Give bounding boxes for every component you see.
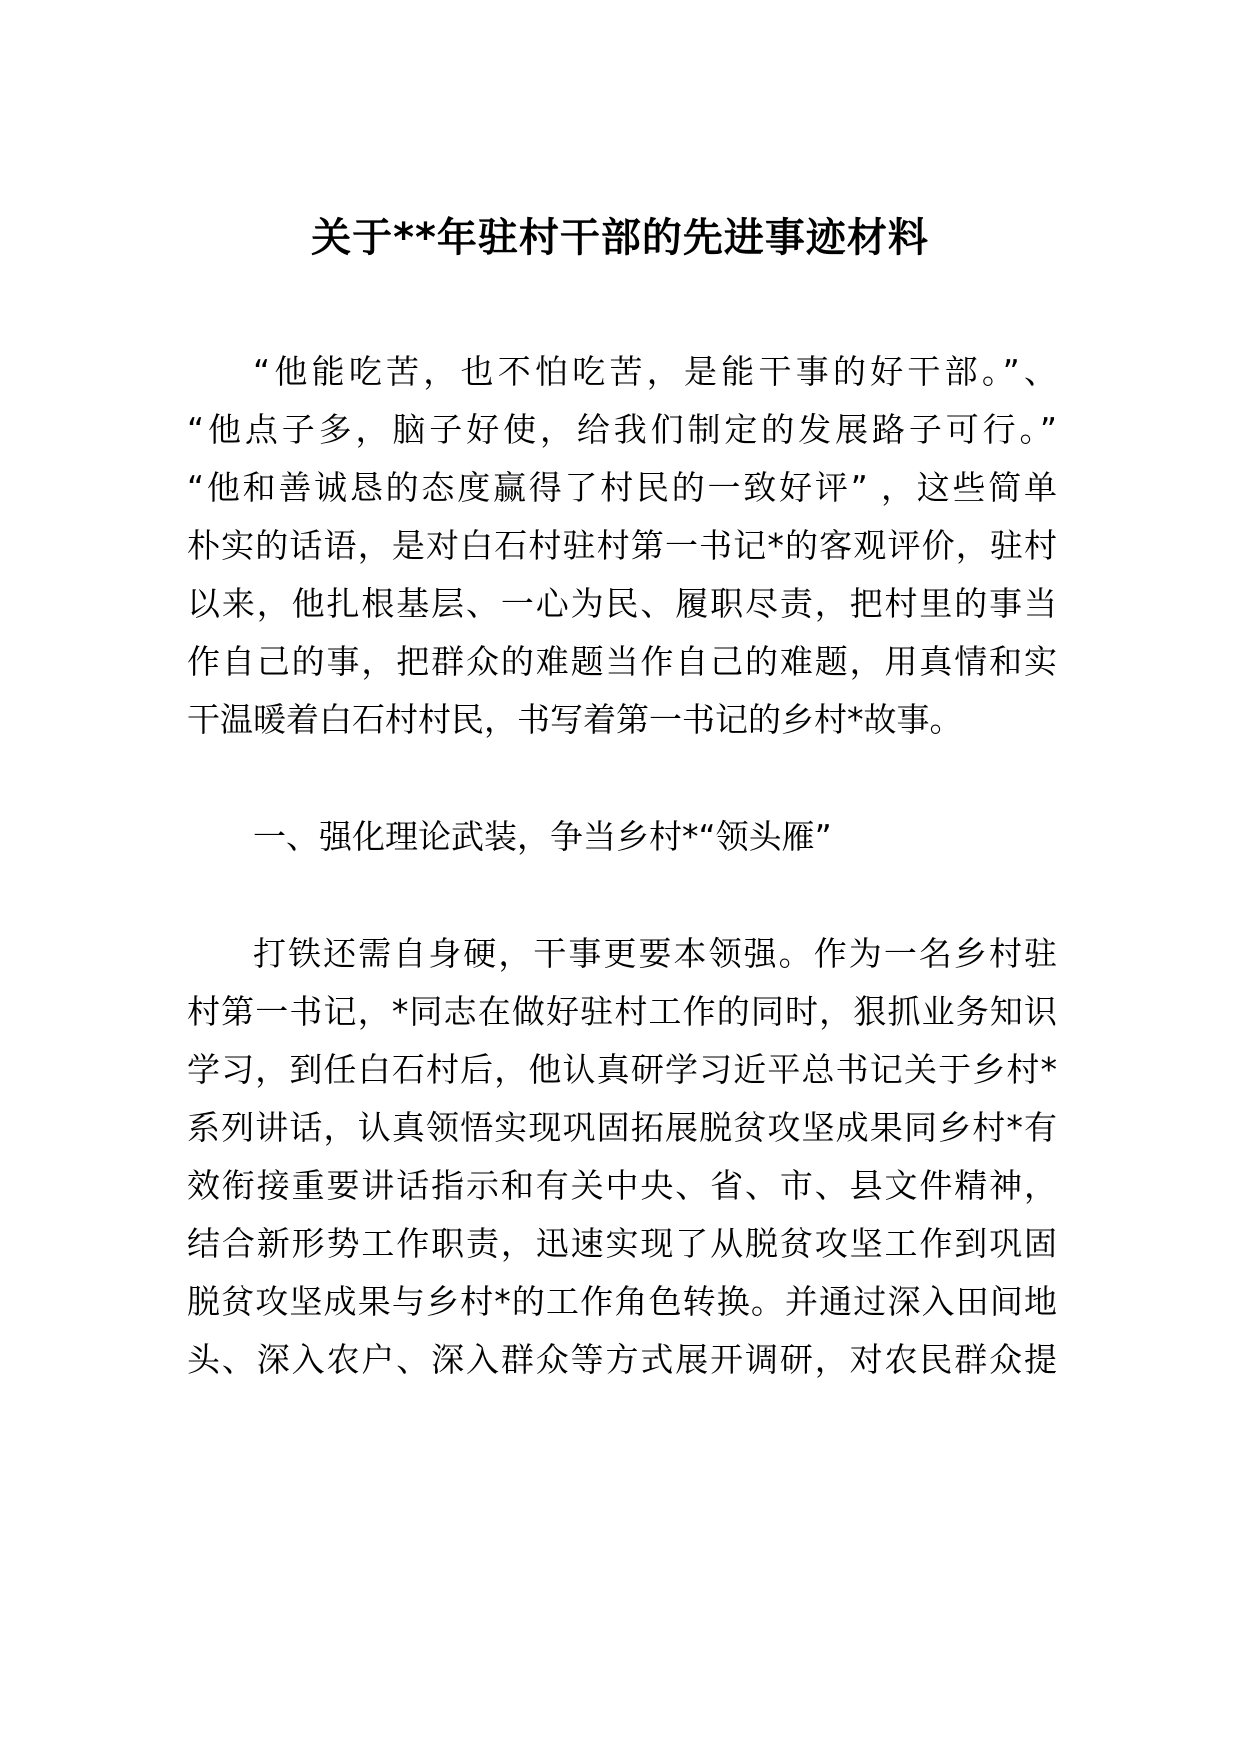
- paragraph-2-line-5: 效衔接重要讲话指示和有关中央、省、市、县文件精神，: [187, 1166, 1057, 1205]
- paragraph-1-line-7: 干温暖着白石村村民，书写着第一书记的乡村*故事。: [187, 700, 963, 739]
- paragraph-1-line-3: “他和善诚恳的态度赢得了村民的一致好评” ，这些简单: [187, 468, 1057, 507]
- paragraph-2-line-4: 系列讲话，认真领悟实现巩固拓展脱贫攻坚成果同乡村*有: [187, 1108, 1057, 1147]
- paragraph-1-line-1: “他能吃苦，也不怕吃苦，是能干事的好干部。”、: [253, 352, 1057, 391]
- paragraph-1-line-2: “他点子多，脑子好使，给我们制定的发展路子可行。”: [187, 410, 1057, 449]
- document-title: 关于**年驻村干部的先进事迹材料: [311, 215, 929, 261]
- paragraph-1-line-5: 以来，他扎根基层、一心为民、履职尽责，把村里的事当: [187, 584, 1057, 623]
- paragraph-2-line-8: 头、深入农户、深入群众等方式展开调研，对农民群众提: [187, 1340, 1057, 1379]
- paragraph-2-line-2: 村第一书记，*同志在做好驻村工作的同时，狠抓业务知识: [187, 992, 1057, 1031]
- paragraph-2-line-6: 结合新形势工作职责，迅速实现了从脱贫攻坚工作到巩固: [187, 1224, 1057, 1263]
- section-heading-1: 一、强化理论武装，争当乡村*“领头雁”: [253, 817, 832, 856]
- paragraph-1-line-4: 朴实的话语，是对白石村驻村第一书记*的客观评价，驻村: [187, 526, 1057, 565]
- paragraph-2-line-7: 脱贫攻坚成果与乡村*的工作角色转换。并通过深入田间地: [187, 1282, 1057, 1321]
- paragraph-2-line-1: 打铁还需自身硬，干事更要本领强。作为一名乡村驻: [253, 934, 1057, 973]
- paragraph-1-line-6: 作自己的事，把群众的难题当作自己的难题，用真情和实: [187, 642, 1057, 681]
- paragraph-2-line-3: 学习，到任白石村后，他认真研学习近平总书记关于乡村*: [187, 1050, 1057, 1089]
